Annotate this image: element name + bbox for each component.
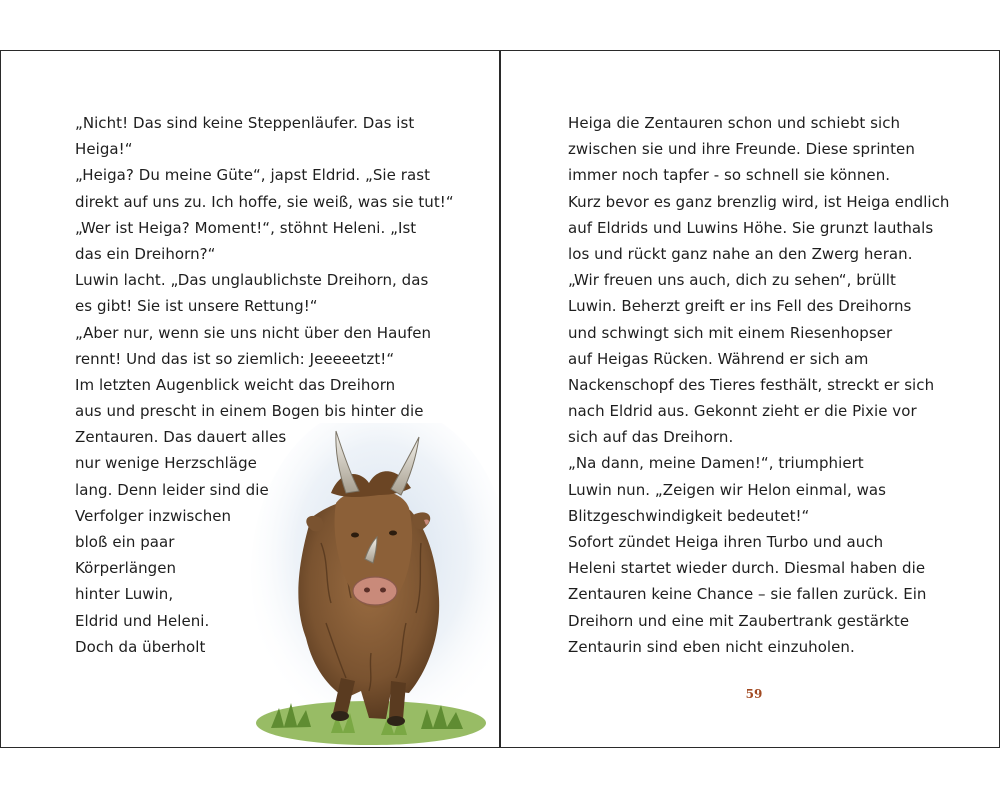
text-line: Doch da überholt xyxy=(75,637,206,656)
text-line: nur wenige Herzschläge xyxy=(75,454,257,473)
text-line: auf Eldrids und Luwins Höhe. Sie grunzt lauthals xyxy=(568,218,934,237)
text-line: Kurz bevor es ganz brenzlig wird, ist Heiga endlich xyxy=(568,192,950,211)
text-line: und schwingt sich mit einem Riesenhopser xyxy=(568,323,893,342)
text-line: los und rückt ganz nahe an den Zwerg heran. xyxy=(568,244,913,263)
text-line: es gibt! Sie ist unsere Rettung!“ xyxy=(75,297,318,316)
text-line: das ein Dreihorn?“ xyxy=(75,244,216,263)
text-line: Nackenschopf des Tieres festhält, streckt er sich xyxy=(568,375,935,394)
text-line: Blitzgeschwindigkeit bedeutet!“ xyxy=(568,506,810,525)
page-number: 59 xyxy=(745,687,763,701)
text-line: lang. Denn leider sind die xyxy=(75,480,269,499)
text-line: Luwin lacht. „Das unglaublichste Dreihorn, das xyxy=(75,271,429,290)
text-line: „Wir freuen uns auch, dich zu sehen“, brüllt xyxy=(568,271,896,290)
text-line: Verfolger inzwischen xyxy=(75,506,232,525)
text-line: Heleni startet wieder durch. Diesmal haben die xyxy=(568,559,926,578)
text-line: Zentaurin sind eben nicht einzuholen. xyxy=(568,637,855,656)
text-line: „Nicht! Das sind keine Steppenläufer. Das ist xyxy=(75,114,415,132)
text-line: „Aber nur, wenn sie uns nicht über den Haufen xyxy=(75,323,432,342)
text-line: hinter Luwin, xyxy=(75,585,174,604)
text-line: zwischen sie und ihre Freunde. Diese sprinten xyxy=(568,140,915,159)
text-line: sich auf das Dreihorn. xyxy=(568,428,734,447)
text-line: Heiga!“ xyxy=(75,140,133,159)
text-line: Zentauren keine Chance – sie fallen zurück. Ein xyxy=(568,585,927,604)
left-page xyxy=(0,50,500,748)
text-line: Zentauren. Das dauert alles xyxy=(75,428,287,447)
text-line: rennt! Und das ist so ziemlich: Jeeeeetzt!“ xyxy=(75,349,395,368)
text-line: bloß ein paar xyxy=(75,533,175,551)
text-line: Luwin. Beherzt greift er ins Fell des Dreihorns xyxy=(568,297,912,316)
text-line: Körperlängen xyxy=(75,559,177,578)
text-line: „Heiga? Du meine Güte“, japst Eldrid. „Sie rast xyxy=(75,166,431,185)
text-line: „Na dann, meine Damen!“, triumphiert xyxy=(568,454,864,473)
text-line: direkt auf uns zu. Ich hoffe, sie weiß, was sie tut!“ xyxy=(75,192,454,211)
text-line: Heiga die Zentauren schon und schiebt sich xyxy=(568,114,901,132)
text-line: „Wer ist Heiga? Moment!“, stöhnt Heleni. „Ist xyxy=(75,218,417,237)
right-page-text xyxy=(568,110,968,660)
text-line: Sofort zündet Heiga ihren Turbo und auch xyxy=(568,533,884,551)
left-page-text xyxy=(75,110,475,660)
text-line: aus und prescht in einem Bogen bis hinter die xyxy=(75,402,424,421)
right-page xyxy=(500,50,1000,748)
text-line: immer noch tapfer - so schnell sie können. xyxy=(568,166,891,185)
text-line: Dreihorn und eine mit Zaubertrank gestärkte xyxy=(568,611,910,630)
text-line: Eldrid und Heleni. xyxy=(75,611,210,630)
text-line: Luwin nun. „Zeigen wir Helon einmal, was xyxy=(568,480,887,499)
text-line: Im letzten Augenblick weicht das Dreihorn xyxy=(75,375,396,394)
text-line: nach Eldrid aus. Gekonnt zieht er die Pixie vor xyxy=(568,402,917,421)
text-line: auf Heigas Rücken. Während er sich am xyxy=(568,349,869,368)
